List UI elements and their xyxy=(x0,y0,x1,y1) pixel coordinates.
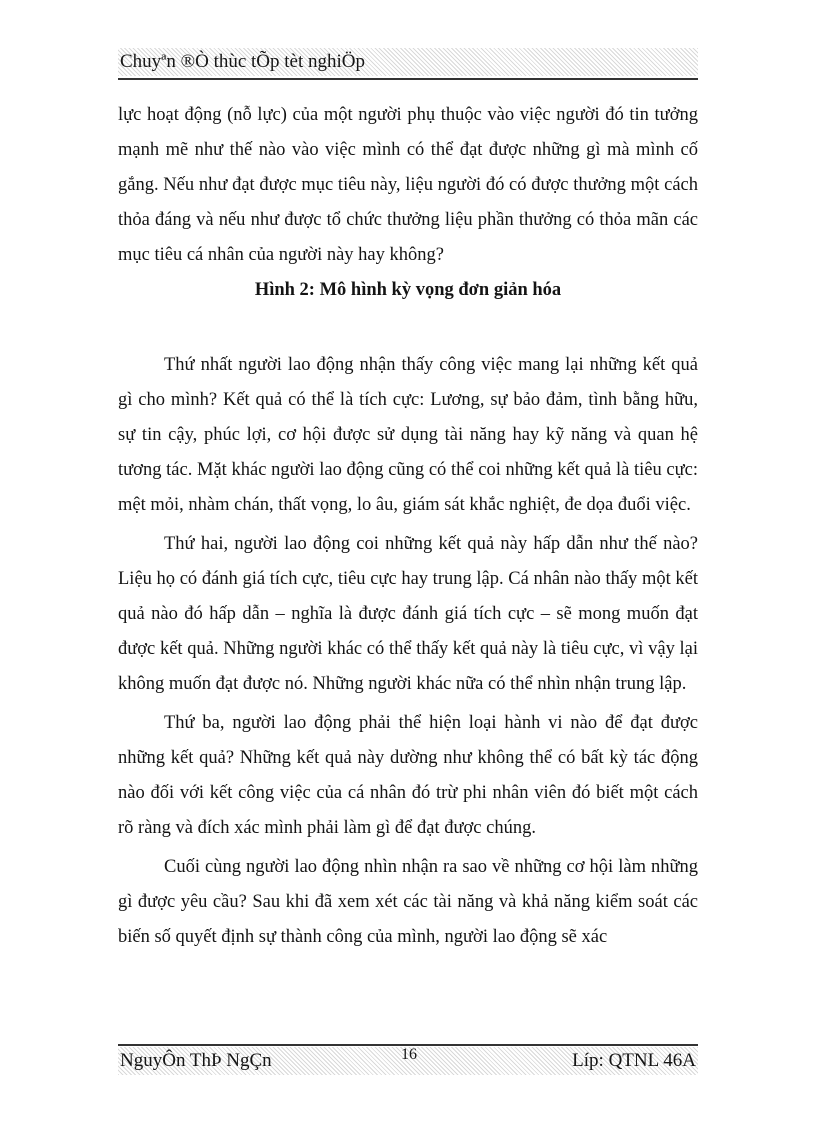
running-header-title: Chuyªn ®Ò thùc tÕp tèt nghiÖp xyxy=(120,51,366,72)
figure-placeholder xyxy=(118,308,698,348)
footer-class: Líp: QTNL 46A xyxy=(572,1050,696,1071)
footer-author: NguyÔn ThÞ NgÇn xyxy=(120,1050,272,1071)
paragraph-third: Thứ ba, người lao động phải thể hiện loại hành vi nào để đạt được những kết quả? Những kết quả này dường như không thể có bất kỳ tác động nào đối với kết công việc của cá nhân đó trừ phi nhân viên đó biết một cách rõ ràng và đích xác mình phải làm gì để đạt được chúng. xyxy=(118,713,698,838)
paragraph-continued: lực hoạt động (nỗ lực) của một người phụ thuộc vào việc người đó tin tưởng mạnh mẽ như thế nào vào việc mình có thể đạt được những gì mà mình cố gắng. Nếu như đạt được mục tiêu này, liệu người đó có được thưởng một cách thỏa đáng và nếu như được tổ chức thưởng liệu phần thưởng có thỏa mãn các mục tiêu cá nhân của người này hay không? xyxy=(118,105,698,265)
paragraph-fourth: Cuối cùng người lao động nhìn nhận ra sao về những cơ hội làm những gì được yêu cầu? Sau khi đã xem xét các tài năng và khả năng kiểm soát các biến số quyết định sự thành công của mình, người lao động sẽ xác xyxy=(118,857,698,947)
header-rule xyxy=(118,78,698,80)
paragraph-second: Thứ hai, người lao động coi những kết quả này hấp dẫn như thế nào? Liệu họ có đánh giá tích cực, tiêu cực hay trung lập. Cá nhân nào thấy một kết quả nào đó hấp dẫn – nghĩa là được đánh giá tích cực – sẽ mong muốn đạt được kết quả. Những người khác có thể thấy kết quả này là tiêu cực, vì vậy lại không muốn đạt được nó. Những người khác nữa có thể nhìn nhận trung lập. xyxy=(118,534,698,694)
figure-caption: Hình 2: Mô hình kỳ vọng đơn giản hóa xyxy=(254,280,562,300)
page-number: 16 xyxy=(401,1046,417,1063)
main-text xyxy=(118,98,698,955)
paragraph-first: Thứ nhất người lao động nhận thấy công việc mang lại những kết quả gì cho mình? Kết quả có thể là tích cực: Lương, sự bảo đảm, tình bằng hữu, sự tin cậy, phúc lợi, cơ hội được sử dụng tài năng hay kỹ năng và quan hệ tương tác. Mặt khác người lao động cũng có thể coi những kết quả là tiêu cực: mệt mỏi, nhàm chán, thất vọng, lo âu, giám sát khắc nghiệt, đe dọa đuổi việc. xyxy=(118,355,698,515)
